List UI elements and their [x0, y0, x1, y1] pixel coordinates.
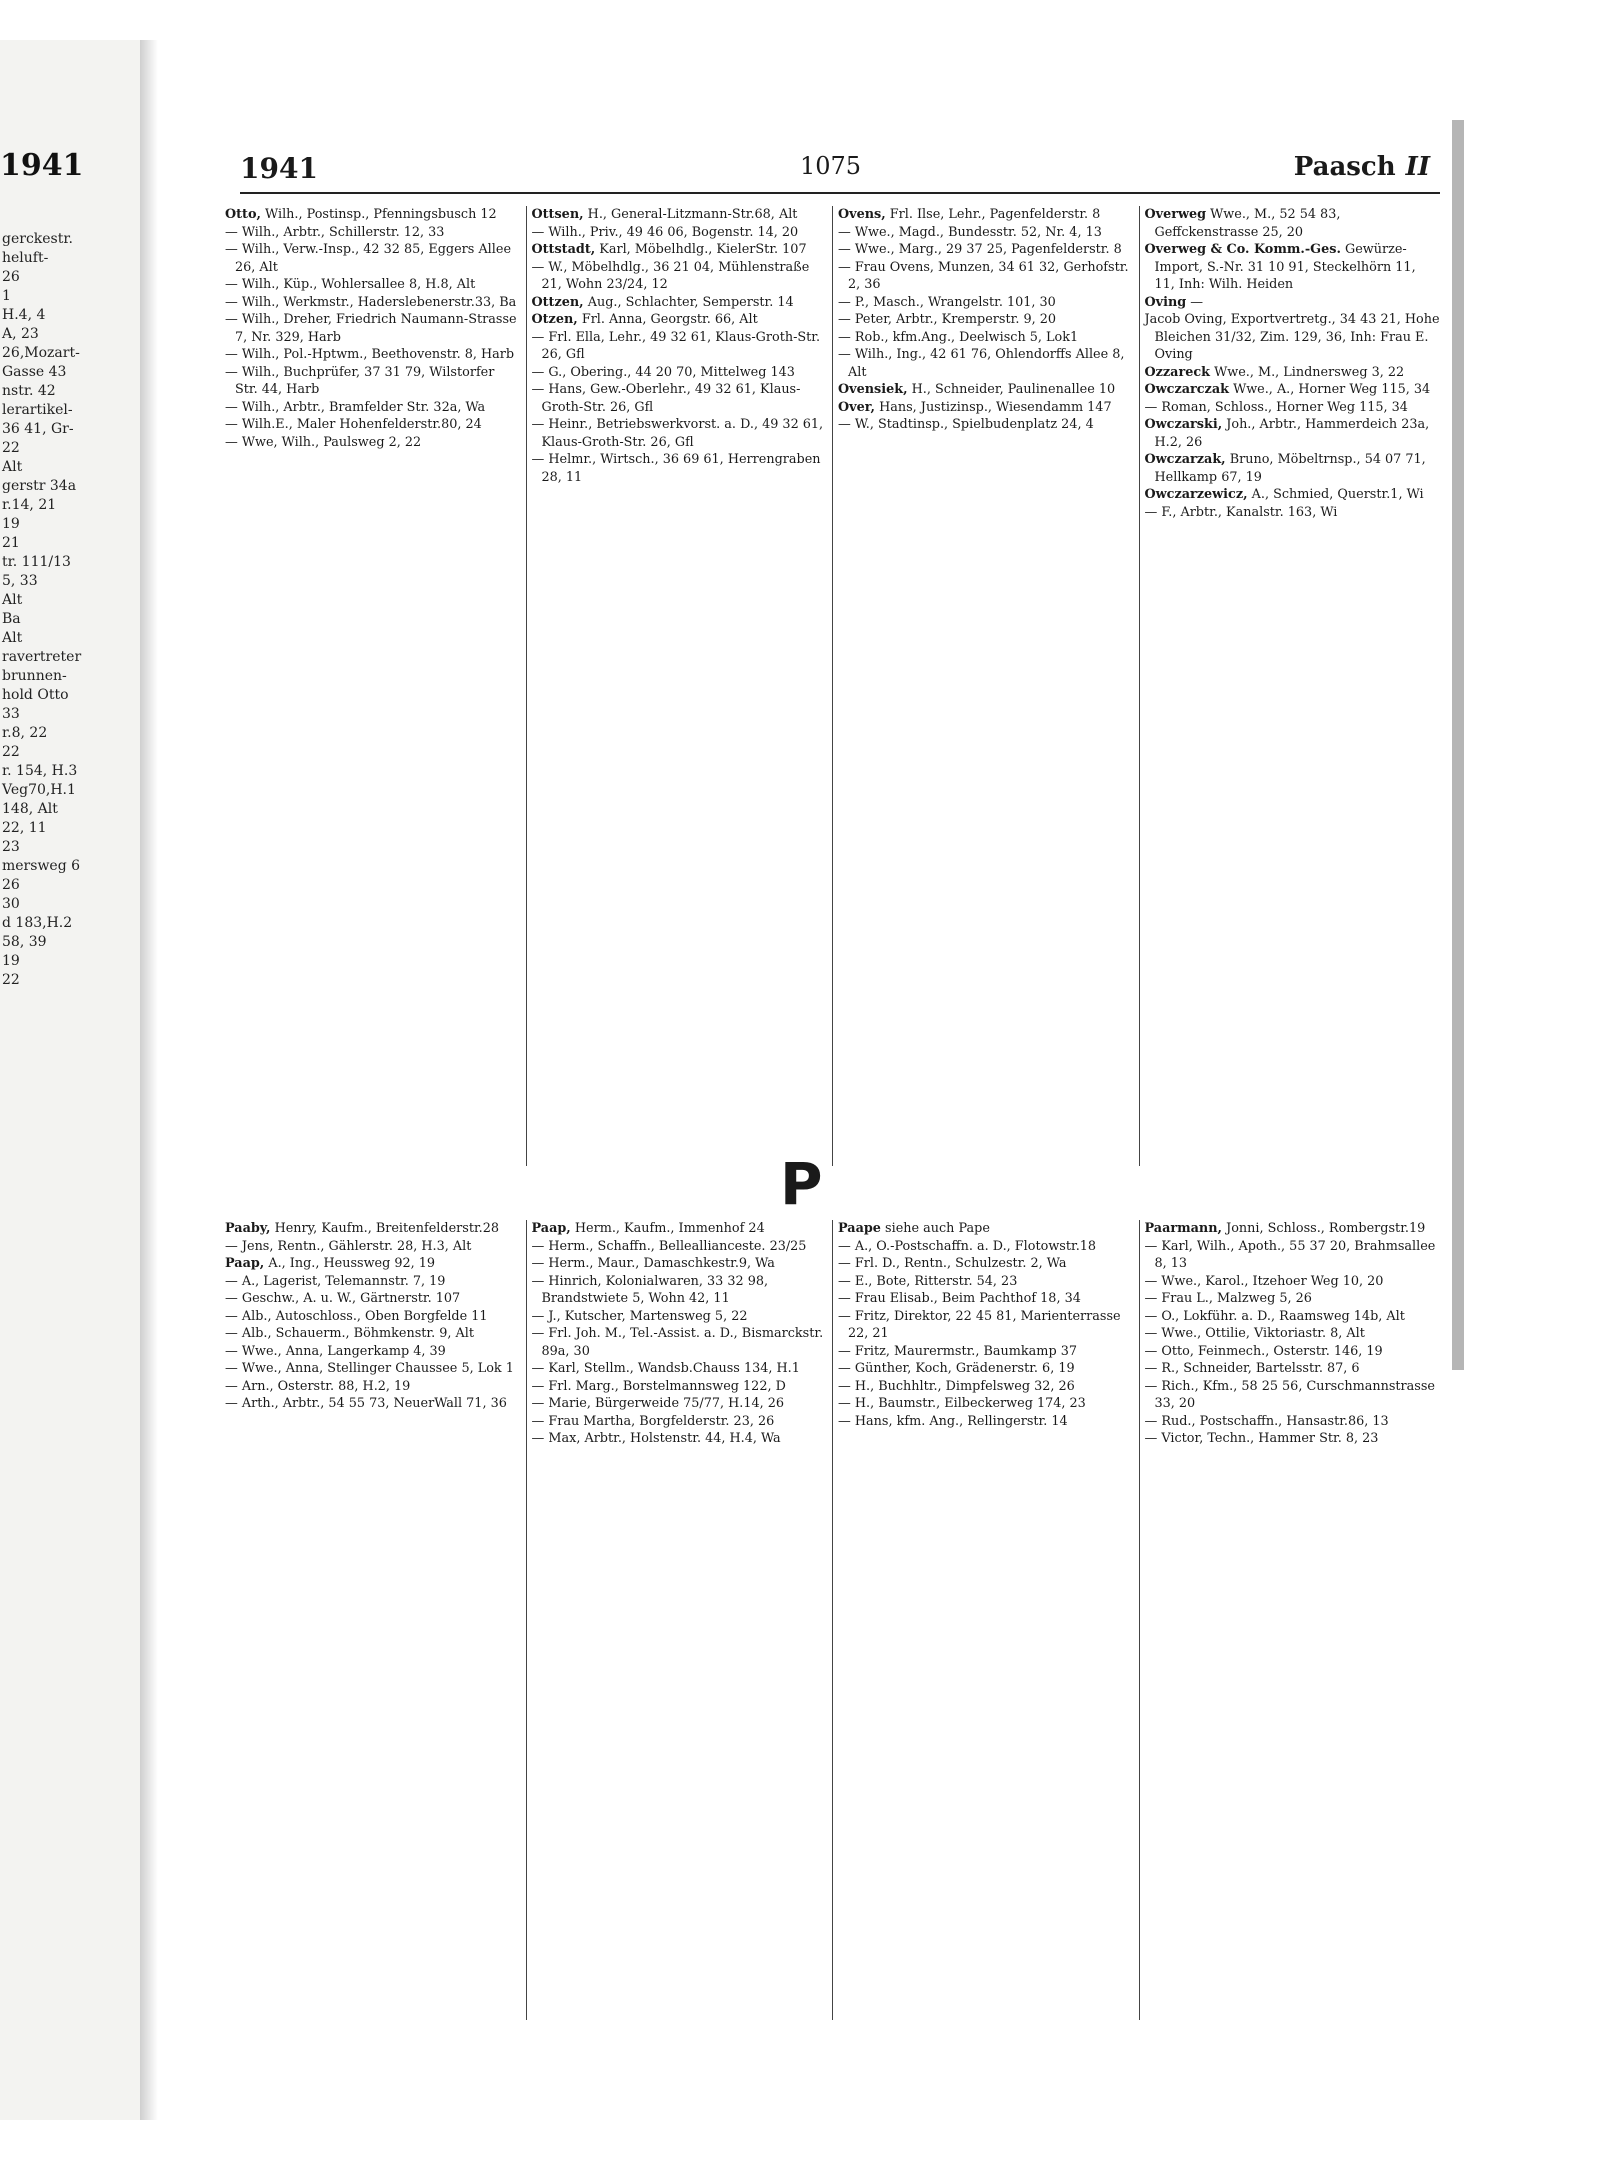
directory-entry	[225, 434, 521, 452]
previous-page-fragment: r.8, 22	[2, 725, 48, 741]
directory-entry	[225, 1325, 521, 1343]
entry-surname: Otto,	[225, 207, 261, 222]
entry-text: — O., Lokführ. a. D., Raamsweg 14b, Alt	[1144, 1308, 1405, 1324]
previous-page-fragment: 21	[2, 535, 20, 551]
entry-text: — Fritz, Direktor, 22 45 81, Marienterrasse 22, 21	[838, 1308, 1121, 1341]
directory-column	[833, 1220, 1140, 2020]
top-columns	[220, 206, 1445, 1166]
previous-page-fragment: 26	[2, 877, 20, 893]
directory-entry	[225, 1308, 521, 1326]
entry-text: — J., Kutscher, Martensweg 5, 22	[531, 1308, 748, 1324]
previous-page-fragment: 22	[2, 972, 20, 988]
entry-text: — Karl, Stellm., Wandsb.Chauss 134, H.1	[531, 1361, 800, 1376]
entry-surname: Owczarzak,	[1144, 452, 1226, 467]
directory-entry	[532, 329, 828, 364]
entry-text: — Wilh., Ing., 42 61 76, Ohlendorffs Allee 8, Alt	[838, 347, 1125, 380]
directory-entry	[532, 1255, 828, 1273]
entry-text: siehe auch Pape	[885, 1221, 990, 1236]
directory-column	[1140, 1220, 1446, 2020]
directory-entry	[532, 224, 828, 242]
directory-entry	[1145, 1360, 1441, 1378]
directory-entry	[1145, 1308, 1441, 1326]
directory-entry	[838, 1220, 1134, 1238]
entry-text: Karl, Möbelhdlg., KielerStr. 107	[599, 242, 807, 257]
directory-entry	[1145, 1413, 1441, 1431]
directory-entry	[225, 364, 521, 399]
entry-text: — Wwe., Karol., Itzehoer Weg 10, 20	[1144, 1273, 1384, 1289]
directory-entry	[225, 1343, 521, 1361]
directory-entry	[1145, 1343, 1441, 1361]
previous-page-fragment: tr. 111/13	[2, 554, 71, 570]
entry-surname: Ottstadt,	[531, 242, 596, 257]
entry-text: — Hans, Gew.-Oberlehr., 49 32 61, Klaus-Groth-Str. 26, Gfl	[531, 382, 801, 415]
directory-entry	[838, 416, 1134, 434]
entry-text: — H., Buchhltr., Dimpfelsweg 32, 26	[838, 1378, 1075, 1394]
previous-page-year: 1941	[0, 148, 84, 183]
directory-entry	[532, 241, 828, 259]
directory-entry	[225, 346, 521, 364]
entry-text: — Wilh.E., Maler Hohenfelderstr.80, 24	[225, 417, 482, 432]
entry-text: — P., Masch., Wrangelstr. 101, 30	[838, 294, 1056, 310]
directory-entry	[225, 294, 521, 312]
section-letter: P	[780, 1150, 823, 1218]
directory-entry	[225, 276, 521, 294]
directory-entry	[1145, 1238, 1441, 1273]
directory-page	[160, 120, 1452, 2080]
entry-text: — Frl. Ella, Lehr., 49 32 61, Klaus-Groth-Str. 26, Gfl	[531, 329, 821, 362]
previous-page-fragment: 58, 39	[2, 934, 47, 950]
entry-text: — Wwe, Wilh., Paulsweg 2, 22	[225, 434, 422, 450]
directory-entry	[838, 1343, 1134, 1361]
entry-text: — Wilh., Dreher, Friedrich Naumann-Strasse 7, Nr. 329, Harb	[225, 312, 517, 345]
directory-entry	[532, 1430, 828, 1448]
directory-column	[527, 1220, 834, 2020]
directory-entry	[838, 224, 1134, 242]
entry-text: — Wilh., Küp., Wohlersallee 8, H.8, Alt	[225, 277, 476, 292]
directory-entry	[838, 1395, 1134, 1413]
previous-page-fragment: 33	[2, 706, 20, 722]
entry-text: Jonni, Schloss., Rombergstr.19	[1226, 1221, 1426, 1236]
directory-entry	[838, 1378, 1134, 1396]
entry-surname: Paape	[838, 1221, 881, 1236]
entry-text: — Wwe., Marg., 29 37 25, Pagenfelderstr. 8	[838, 242, 1122, 257]
directory-column	[1140, 206, 1446, 1166]
entry-text: — Arn., Osterstr. 88, H.2, 19	[225, 1378, 411, 1394]
previous-page-fragment: Ba	[2, 611, 21, 627]
directory-entry	[532, 1395, 828, 1413]
previous-page-fragment: heluft-	[2, 250, 49, 266]
entry-surname: Owczarski,	[1144, 417, 1223, 432]
entry-text: Frl. Ilse, Lehr., Pagenfelderstr. 8	[889, 207, 1101, 222]
entry-text: Wwe., A., Horner Weg 115, 34	[1233, 382, 1431, 397]
previous-page-fragment: Alt	[2, 592, 23, 608]
directory-entry	[532, 259, 828, 294]
directory-entry	[1145, 206, 1441, 241]
running-header	[240, 152, 1440, 194]
directory-entry	[1145, 416, 1441, 451]
directory-entry	[225, 224, 521, 242]
previous-page-fragment: r. 154, H.3	[2, 763, 78, 779]
directory-entry	[838, 259, 1134, 294]
directory-entry	[225, 416, 521, 434]
entry-text: — R., Schneider, Bartelsstr. 87, 6	[1144, 1361, 1360, 1376]
entry-text: — Frau Martha, Borgfelderstr. 23, 26	[531, 1413, 775, 1429]
entry-text: — Alb., Autoschloss., Oben Borgfelde 11	[225, 1308, 488, 1324]
entry-text: — Frau Elisab., Beim Pachthof 18, 34	[838, 1291, 1081, 1306]
directory-entry	[225, 1378, 521, 1396]
previous-page-fragment: 26	[2, 269, 20, 285]
entry-text: — Wwe., Magd., Bundesstr. 52, Nr. 4, 13	[838, 224, 1102, 240]
previous-page-fragment: 19	[2, 516, 20, 532]
header-year: 1941	[240, 152, 318, 185]
entry-text: — Wilh., Buchprüfer, 37 31 79, Wilstorfer Str. 44, Harb	[225, 364, 495, 397]
entry-text: — Fritz, Maurermstr., Baumkamp 37	[838, 1343, 1077, 1359]
entry-text: — Frau L., Malzweg 5, 26	[1144, 1291, 1312, 1306]
directory-entry	[838, 1413, 1134, 1431]
directory-entry	[532, 364, 828, 382]
entry-surname: Paap,	[225, 1256, 265, 1271]
entry-text: — Wilh., Werkmstr., Haderslebenerstr.33, Ba	[225, 294, 517, 310]
entry-text: H., General-Litzmann-Str.68, Alt	[587, 207, 798, 222]
entry-text: — Wilh., Priv., 49 46 06, Bogenstr. 14, 20	[531, 224, 799, 240]
header-page-number: 1075	[800, 152, 862, 180]
directory-entry	[1145, 381, 1441, 399]
entry-surname: Paarmann,	[1144, 1221, 1222, 1236]
directory-entry	[1145, 451, 1441, 486]
entry-text: A., Schmied, Querstr.1, Wi	[1251, 487, 1424, 502]
directory-entry	[838, 346, 1134, 381]
directory-entry	[838, 1308, 1134, 1343]
directory-entry	[532, 1220, 828, 1238]
directory-entry	[225, 1273, 521, 1291]
entry-surname: Ovensiek,	[838, 382, 908, 397]
directory-entry	[532, 1378, 828, 1396]
directory-entry	[225, 241, 521, 276]
entry-text: Joh., Arbtr., Hammerdeich 23a, H.2, 26	[1154, 417, 1430, 450]
entry-text: — Rich., Kfm., 58 25 56, Curschmannstrasse 33, 20	[1144, 1378, 1435, 1411]
previous-page-fragment: 22	[2, 744, 20, 760]
directory-entry	[838, 1255, 1134, 1273]
previous-page-edge	[0, 40, 141, 2120]
previous-page-fragment: 30	[2, 896, 20, 912]
previous-page-fragment: Veg70,H.1	[2, 782, 76, 798]
entry-text: — Rud., Postschaffn., Hansastr.86, 13	[1144, 1413, 1389, 1429]
book-gutter	[140, 40, 158, 2120]
directory-entry	[1145, 1430, 1441, 1448]
directory-entry	[1145, 294, 1441, 312]
entry-text: — Otto, Feinmech., Osterstr. 146, 19	[1144, 1343, 1383, 1359]
previous-page-fragment: Alt	[2, 459, 23, 475]
entry-text: — Victor, Techn., Hammer Str. 8, 23	[1144, 1431, 1379, 1446]
entry-surname: Over,	[838, 399, 875, 415]
entry-text: — G., Obering., 44 20 70, Mittelweg 143	[531, 364, 795, 380]
header-running-head: Paasch II	[1293, 152, 1430, 182]
previous-page-fragment: 26,Mozart-	[2, 345, 80, 361]
directory-entry	[225, 1255, 521, 1273]
entry-surname: Ottsen,	[531, 207, 584, 222]
previous-page-fragment: nstr. 42	[2, 383, 56, 399]
entry-text: — Wwe., Anna, Langerkamp 4, 39	[225, 1343, 446, 1359]
previous-page-fragment: gerckestr.	[2, 231, 73, 247]
entry-text: — A., Lagerist, Telemannstr. 7, 19	[225, 1273, 446, 1289]
entry-text: — Frl. D., Rentn., Schulzestr. 2, Wa	[838, 1256, 1067, 1271]
directory-entry	[1145, 1220, 1441, 1238]
directory-entry	[1145, 241, 1441, 294]
directory-entry	[225, 1238, 521, 1256]
entry-text: — Geschw., A. u. W., Gärtnerstr. 107	[225, 1291, 461, 1306]
previous-page-fragment: H.4, 4	[2, 307, 46, 323]
entry-text: H., Schneider, Paulinenallee 10	[911, 382, 1116, 397]
entry-text: — Peter, Arbtr., Kremperstr. 9, 20	[838, 312, 1057, 327]
directory-entry	[838, 1238, 1134, 1256]
directory-entry	[838, 381, 1134, 399]
directory-entry	[1145, 1273, 1441, 1291]
directory-entry	[838, 1360, 1134, 1378]
entry-surname: Overweg & Co. Komm.-Ges.	[1144, 242, 1341, 257]
page-edge	[1452, 120, 1464, 1370]
entry-surname: Ozzareck	[1144, 364, 1211, 380]
previous-page-fragment: 22, 11	[2, 820, 47, 836]
entry-text: — Frau Ovens, Munzen, 34 61 32, Gerhofstr. 2, 36	[838, 259, 1129, 292]
directory-entry	[532, 1360, 828, 1378]
entry-text: — Wwe., Ottilie, Viktoriastr. 8, Alt	[1144, 1326, 1365, 1341]
directory-entry	[532, 1325, 828, 1360]
entry-text: — Max, Arbtr., Holstenstr. 44, H.4, Wa	[531, 1431, 781, 1446]
previous-page-fragment: hold Otto	[2, 687, 69, 703]
entry-text: — E., Bote, Ritterstr. 54, 23	[838, 1273, 1018, 1289]
previous-page-fragment: 19	[2, 953, 20, 969]
directory-entry	[532, 1413, 828, 1431]
directory-entry	[225, 311, 521, 346]
directory-entry	[532, 416, 828, 451]
directory-entry	[1145, 364, 1441, 382]
entry-surname: Paaby,	[225, 1221, 271, 1236]
directory-entry	[532, 1308, 828, 1326]
entry-text: Wwe., M., 52 54 83, Geffckenstrasse 25, 20	[1154, 207, 1341, 240]
entry-text: — Günther, Koch, Grädenerstr. 6, 19	[838, 1361, 1075, 1376]
directory-entry	[838, 241, 1134, 259]
directory-entry	[225, 1290, 521, 1308]
directory-entry	[1145, 1378, 1441, 1413]
entry-text: — Heinr., Betriebswerkvorst. a. D., 49 32 61, Klaus-Groth-Str. 26, Gfl	[531, 417, 824, 450]
directory-entry	[225, 1360, 521, 1378]
entry-text: — Hans, kfm. Ang., Rellingerstr. 14	[838, 1413, 1068, 1429]
previous-page-fragment: mersweg 6	[2, 858, 81, 874]
entry-text: — A., O.-Postschaffn. a. D., Flotowstr.18	[838, 1238, 1097, 1254]
entry-surname: Overweg	[1144, 207, 1207, 222]
directory-entry	[532, 1273, 828, 1308]
entry-surname: Ottzen,	[531, 294, 584, 310]
directory-entry	[1145, 1290, 1441, 1308]
header-volume: II	[1405, 152, 1430, 182]
entry-text: Wilh., Postinsp., Pfenningsbusch 12	[265, 207, 497, 222]
directory-column	[220, 1220, 527, 2020]
previous-page-fragment: lerartikel-	[2, 402, 73, 418]
directory-entry	[838, 206, 1134, 224]
directory-entry	[532, 206, 828, 224]
entry-text: — W., Stadtinsp., Spielbudenplatz 24, 4	[838, 417, 1094, 432]
directory-entry	[1145, 504, 1441, 522]
entry-text: Hans, Justizinsp., Wiesendamm 147	[879, 399, 1112, 415]
entry-text: — Roman, Schloss., Horner Weg 115, 34	[1144, 399, 1408, 415]
entry-text: Aug., Schlachter, Semperstr. 14	[587, 294, 794, 310]
entry-text: Bruno, Möbeltrnsp., 54 07 71, Hellkamp 67, 19	[1154, 452, 1426, 485]
directory-entry	[225, 1220, 521, 1238]
entry-surname: Owczarczak	[1144, 382, 1229, 397]
directory-column	[527, 206, 834, 1166]
previous-page-fragment: Gasse 43	[2, 364, 67, 380]
directory-entry	[838, 329, 1134, 347]
entry-surname: Oving	[1144, 294, 1187, 310]
directory-entry	[838, 399, 1134, 417]
previous-page-fragment: 23	[2, 839, 20, 855]
directory-column	[220, 206, 527, 1166]
directory-entry	[838, 311, 1134, 329]
directory-entry	[1145, 399, 1441, 417]
entry-text: — Arth., Arbtr., 54 55 73, NeuerWall 71, 36	[225, 1396, 507, 1411]
entry-text: — Jens, Rentn., Gählerstr. 28, H.3, Alt	[225, 1238, 472, 1254]
entry-text: — Rob., kfm.Ang., Deelwisch 5, Lok1	[838, 329, 1079, 345]
entry-text: — Wilh., Verw.-Insp., 42 32 85, Eggers Allee 26, Alt	[225, 242, 512, 275]
directory-entry	[532, 451, 828, 486]
entry-surname: Owczarzewicz,	[1144, 487, 1248, 502]
previous-page-fragment: ravertreter	[2, 649, 82, 665]
entry-text: Herm., Kaufm., Immenhof 24	[574, 1221, 765, 1236]
entry-text: — Wilh., Arbtr., Schillerstr. 12, 33	[225, 224, 445, 240]
entry-text: — Herm., Maur., Damaschkestr.9, Wa	[531, 1256, 775, 1271]
previous-page-fragment: gerstr 34a	[2, 478, 77, 494]
entry-text: — Hinrich, Kolonialwaren, 33 32 98, Brandstwiete 5, Wohn 42, 11	[531, 1273, 769, 1306]
directory-entry	[1145, 486, 1441, 504]
bottom-columns	[220, 1220, 1445, 2020]
directory-entry	[532, 294, 828, 312]
entry-text: — Karl, Wilh., Apoth., 55 37 20, Brahmsallee 8, 13	[1144, 1238, 1436, 1271]
entry-text: — H., Baumstr., Eilbeckerweg 174, 23	[838, 1396, 1086, 1411]
directory-entry	[532, 1238, 828, 1256]
directory-entry	[1145, 1325, 1441, 1343]
directory-entry	[838, 1290, 1134, 1308]
entry-surname: Ovens,	[838, 207, 886, 222]
directory-column	[833, 206, 1140, 1166]
entry-text: Henry, Kaufm., Breitenfelderstr.28	[274, 1221, 500, 1236]
previous-page-fragment: 36 41, Gr-	[2, 421, 74, 437]
entry-text: — W., Möbelhdlg., 36 21 04, Mühlenstraße 21, Wohn 23/24, 12	[531, 259, 810, 292]
entry-text: — Marie, Bürgerweide 75/77, H.14, 26	[531, 1396, 785, 1411]
previous-page-fragment: brunnen-	[2, 668, 67, 684]
previous-page-fragment: 148, Alt	[2, 801, 58, 817]
entry-text: — F., Arbtr., Kanalstr. 163, Wi	[1144, 504, 1338, 520]
previous-page-fragment: Alt	[2, 630, 23, 646]
entry-text: — Alb., Schauerm., Böhmkenstr. 9, Alt	[225, 1326, 475, 1341]
entry-text: — Helmr., Wirtsch., 36 69 61, Herrengraben 28, 11	[531, 452, 821, 485]
entry-text: — Wilh., Pol.-Hptwm., Beethovenstr. 8, Harb	[225, 347, 515, 362]
directory-entry	[225, 399, 521, 417]
previous-page-fragment: 1	[2, 288, 11, 304]
previous-page-fragment: A, 23	[2, 326, 39, 342]
entry-text: Frl. Anna, Georgstr. 66, Alt	[581, 312, 758, 327]
directory-entry	[1145, 311, 1441, 364]
previous-page-fragment: d 183,H.2	[2, 915, 73, 931]
directory-entry	[838, 294, 1134, 312]
previous-page-fragment: 22	[2, 440, 20, 456]
directory-entry	[532, 311, 828, 329]
entry-text: — Frl. Joh. M., Tel.-Assist. a. D., Bismarckstr. 89a, 30	[531, 1326, 824, 1359]
directory-entry	[532, 381, 828, 416]
entry-surname: Otzen,	[531, 312, 578, 327]
previous-page-fragments	[2, 230, 132, 990]
entry-text: — Wwe., Anna, Stellinger Chaussee 5, Lok 1	[225, 1361, 514, 1376]
entry-text: — Wilh., Arbtr., Bramfelder Str. 32a, Wa	[225, 399, 486, 415]
entry-text: Wwe., M., Lindnersweg 3, 22	[1214, 364, 1405, 380]
entry-text: — Frl. Marg., Borstelmannsweg 122, D	[531, 1378, 786, 1394]
previous-page-fragment: r.14, 21	[2, 497, 57, 513]
directory-entry	[838, 1273, 1134, 1291]
directory-entry	[225, 1395, 521, 1413]
previous-page-fragment: 5, 33	[2, 573, 38, 589]
entry-text: —	[1190, 294, 1204, 310]
entry-text: A., Ing., Heussweg 92, 19	[268, 1256, 436, 1271]
entry-surname: Paap,	[531, 1221, 571, 1236]
entry-text: Gewürze-Import, S.-Nr. 31 10 91, Steckelhörn 11, 11, Inh: Wilh. Heiden	[1154, 242, 1416, 292]
entry-text: Jacob Oving, Exportvertretg., 34 43 21, Hohe Bleichen 31/32, Zim. 129, 36, Inh: Frau E. Oving	[1144, 312, 1440, 362]
entry-text: — Herm., Schaffn., Belleallianceste. 23/25	[531, 1238, 807, 1254]
directory-entry	[225, 206, 521, 224]
